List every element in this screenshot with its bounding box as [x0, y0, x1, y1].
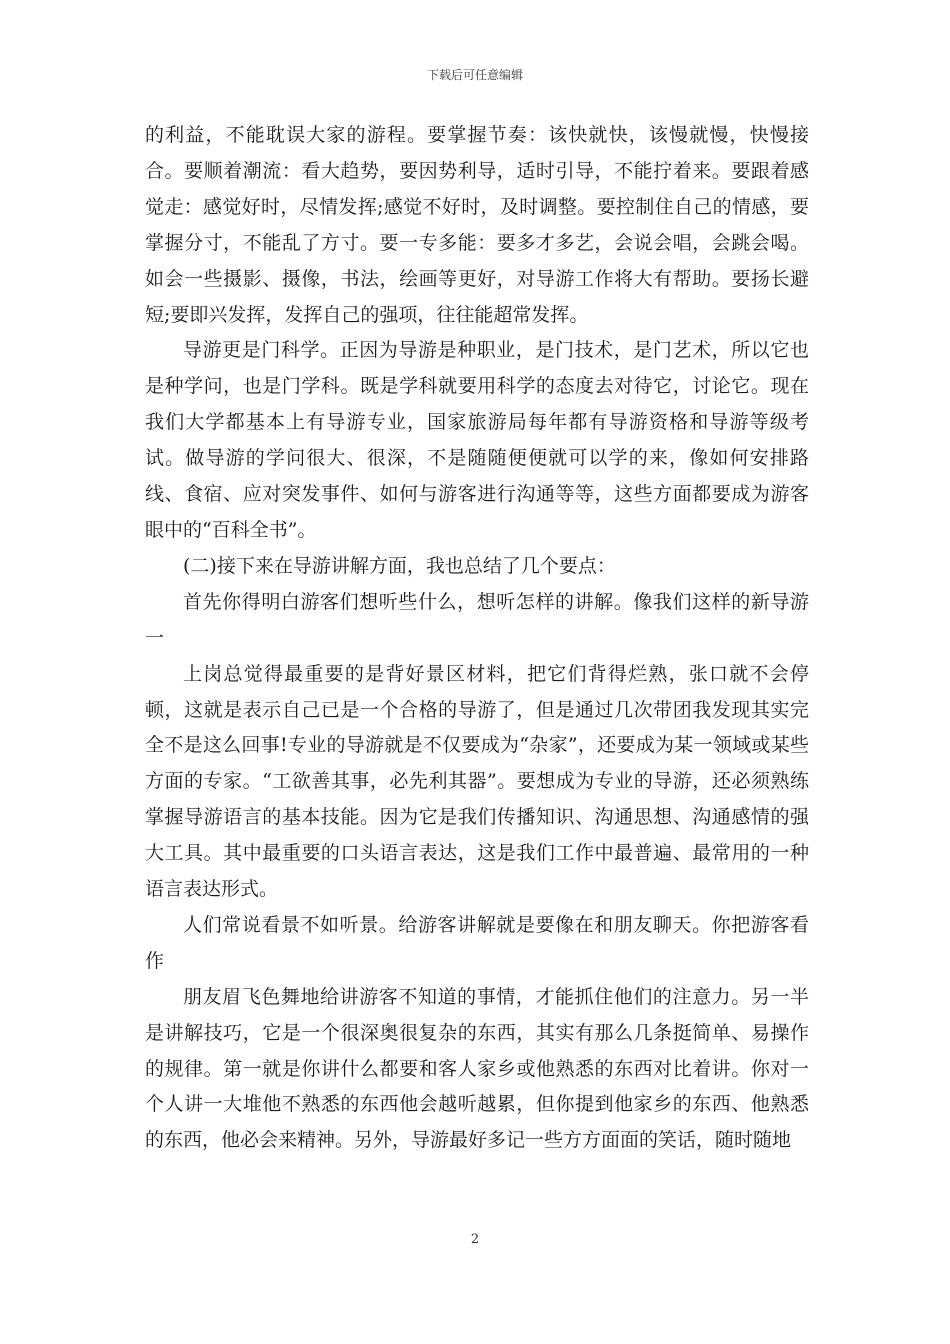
page-number: 2	[470, 1232, 480, 1247]
paragraph: 人们常说看景不如听景。给游客讲解就是要像在和朋友聊天。你把游客看作	[145, 913, 809, 972]
paragraph: 上岗总觉得最重要的是背好景区材料，把它们背得烂熟，张口就不会停顿，这就是表示自己已是一个合格的导游了，但是通过几次带团我发现其实完全不是这么回事!专业的导游就是不仅要成为“杂家”，还要成为某一领域或某些方面的专家。“工欲善其事，必先利其器”。要想成为专业的导游，还必须熟练掌握导游语言的基本技能。因为它是我们传播知识、沟通思想、沟通感情的强大工具。其中最重要的口头语言表达，这是我们工作中最普遍、最常用的一种语言表达形式。	[145, 662, 809, 901]
paragraph: 的利益，不能耽误大家的游程。要掌握节奏：该快就快，该慢就慢，快慢接合。要顺着潮流：看大趋势，要因势利导，适时引导，不能拧着来。要跟着感觉走：感觉好时，尽情发挥;感觉不好时，及时调整。要控制住自己的情感，要掌握分寸，不能乱了方寸。要一专多能：要多才多艺，会说会唱，会跳会喝。如会一些摄影、摄像，书法，绘画等更好，对导游工作将大有帮助。要扬长避短;要即兴发挥，发挥自己的强项，往往能超常发挥。	[145, 124, 809, 326]
document-body	[145, 118, 809, 1159]
paragraph: 朋友眉飞色舞地给讲游客不知道的事情，才能抓住他们的注意力。另一半是讲解技巧，它是一个很深奥很复杂的东西，其实有那么几条挺简单、易操作的规律。第一就是你讲什么都要和客人家乡或他熟悉的东西对比着讲。你对一个人讲一大堆他不熟悉的东西他会越听越累，但你提到他家乡的东西、他熟悉的东西，他必会来精神。另外，导游最好多记一些方方面面的笑话，随时随地	[145, 985, 809, 1152]
paragraph: 首先你得明白游客们想听些什么，想听怎样的讲解。像我们这样的新导游一	[145, 590, 809, 649]
page-header: 下载后可任意编辑	[426, 68, 523, 82]
paragraph: 导游更是门科学。正因为导游是种职业，是门技术，是门艺术，所以它也是种学问，也是门学科。既是学科就要用科学的态度去对待它，讨论它。现在我们大学都基本上有导游专业，国家旅游局每年都有导游资格和导游等级考试。做导游的学问很大、很深，不是随随便便就可以学的来，像如何安排路线、食宿、应对突发事件、如何与游客进行沟通等等，这些方面都要成为游客眼中的“百科全书”。	[145, 339, 809, 541]
paragraph: (二)接下来在导游讲解方面，我也总结了几个要点：	[183, 554, 616, 577]
